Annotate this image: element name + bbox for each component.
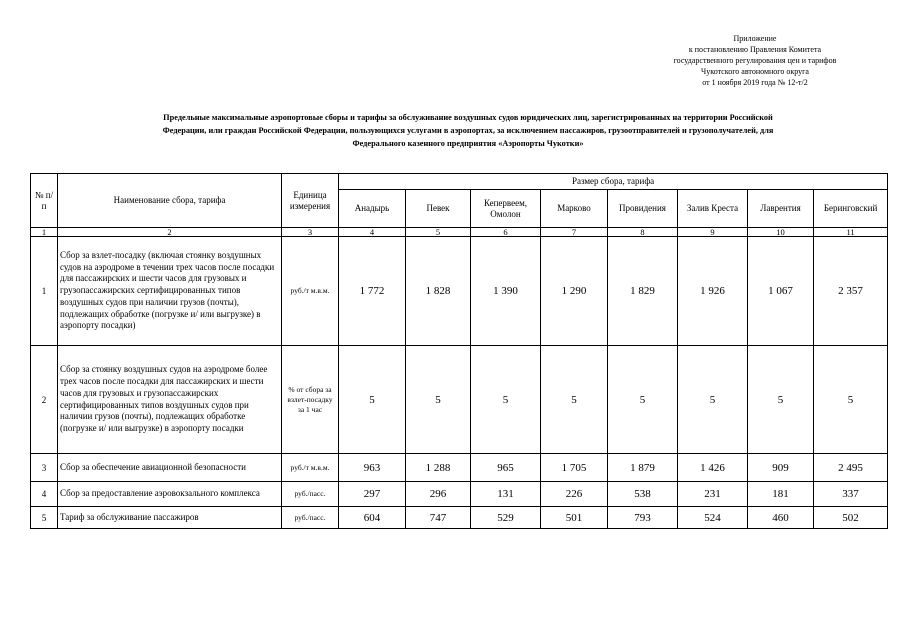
header-airport: Анадырь: [339, 190, 406, 228]
row-value: 2 357: [814, 237, 888, 346]
row-num: 2: [31, 346, 58, 454]
row-value: 181: [748, 482, 814, 507]
index-cell: 7: [541, 228, 608, 237]
index-cell: 3: [282, 228, 339, 237]
tariff-table: [30, 173, 888, 529]
row-value: 5: [748, 346, 814, 454]
title-line: Предельные максимальные аэропортовые сборы и тарифы за обслуживание воздушных судов юридических лиц, зарегистрированных на территории Российской: [163, 113, 773, 122]
row-num: 5: [31, 507, 58, 529]
index-row: [31, 228, 888, 237]
row-value: 1 290: [541, 237, 608, 346]
row-value: 5: [339, 346, 406, 454]
row-value: 296: [406, 482, 471, 507]
document-title: [58, 111, 878, 150]
row-value: 1 067: [748, 237, 814, 346]
row-value: 1 828: [406, 237, 471, 346]
row-value: 5: [814, 346, 888, 454]
appendix-line: к постановлению Правления Комитета: [688, 45, 822, 54]
row-value: 2 495: [814, 454, 888, 482]
index-cell: 5: [406, 228, 471, 237]
row-value: 1 426: [678, 454, 748, 482]
header-airport: Лаврентия: [748, 190, 814, 228]
index-cell: 9: [678, 228, 748, 237]
row-value: 1 705: [541, 454, 608, 482]
row-unit: руб./т м.в.м.: [282, 237, 339, 346]
appendix-block: [600, 33, 905, 88]
row-num: 1: [31, 237, 58, 346]
row-value: 5: [406, 346, 471, 454]
row-value: 909: [748, 454, 814, 482]
index-cell: 10: [748, 228, 814, 237]
row-value: 965: [471, 454, 541, 482]
row-name: Сбор за предоставление аэровокзального комплекса: [58, 482, 282, 507]
header-airport: Провидения: [608, 190, 678, 228]
row-value: 131: [471, 482, 541, 507]
row-value: 538: [608, 482, 678, 507]
header-num: № п/п: [31, 174, 58, 228]
table-row: [31, 507, 888, 529]
header-airport: Залив Креста: [678, 190, 748, 228]
row-value: 231: [678, 482, 748, 507]
appendix-line: Чукотского автономного округа: [701, 67, 809, 76]
row-value: 1 829: [608, 237, 678, 346]
appendix-line: от 1 ноября 2019 года № 12-т/2: [702, 78, 808, 87]
header-airport: Кепервеем, Омолон: [471, 190, 541, 228]
row-value: 963: [339, 454, 406, 482]
row-name: Сбор за стоянку воздушных судов на аэродроме более трех часов после посадки для пассажирских и шести часов для грузовых и грузопассажирских сертифицированных типов воздушных судов при наличии грузов (почты), подлежащих обработке (погрузке и/ или выгрузке) в аэропорту посадки: [58, 346, 282, 454]
index-cell: 2: [58, 228, 282, 237]
index-cell: 11: [814, 228, 888, 237]
index-cell: 6: [471, 228, 541, 237]
table-row: [31, 454, 888, 482]
appendix-line: Приложение: [733, 34, 777, 43]
row-name: Тариф за обслуживание пассажиров: [58, 507, 282, 529]
row-unit: руб./т м.в.м.: [282, 454, 339, 482]
row-value: 747: [406, 507, 471, 529]
row-name: Сбор за взлет-посадку (включая стоянку воздушных судов на аэродроме в течении трех часов после посадки для пассажирских и шести часов для грузовых и грузопассажирских сертифицированных типов воздушных судов при наличии грузов (почты), подлежащих обработке (погрузке и/ или выгрузке) в аэропорту посадки): [58, 237, 282, 346]
row-num: 4: [31, 482, 58, 507]
row-name: Сбор за обеспечение авиационной безопасности: [58, 454, 282, 482]
row-value: 226: [541, 482, 608, 507]
header-airport: Беринговский: [814, 190, 888, 228]
row-value: 460: [748, 507, 814, 529]
row-value: 5: [608, 346, 678, 454]
header-unit: Единица измерения: [282, 174, 339, 228]
index-cell: 1: [31, 228, 58, 237]
row-unit: руб./пасс.: [282, 482, 339, 507]
row-value: 1 772: [339, 237, 406, 346]
row-value: 1 926: [678, 237, 748, 346]
table-row: [31, 346, 888, 454]
header-airport: Марково: [541, 190, 608, 228]
row-value: 337: [814, 482, 888, 507]
table-row: [31, 482, 888, 507]
row-num: 3: [31, 454, 58, 482]
row-value: 5: [471, 346, 541, 454]
row-unit: руб./пасс.: [282, 507, 339, 529]
row-value: 1 390: [471, 237, 541, 346]
row-value: 5: [678, 346, 748, 454]
row-unit: % от сбора за взлет-посадку за 1 час: [282, 346, 339, 454]
row-value: 501: [541, 507, 608, 529]
title-line: Федерации, или граждан Российской Федерации, пользующихся услугами в аэропортах, за исключением пассажиров, грузоотправителей и грузополучателей, для: [162, 126, 774, 135]
title-line: Федерального казенного предприятия «Аэропорты Чукотки»: [352, 139, 584, 148]
row-value: 1 879: [608, 454, 678, 482]
appendix-line: государственного регулирования цен и тарифов: [673, 56, 837, 65]
header-name: Наименование сбора, тарифа: [58, 174, 282, 228]
row-value: 1 288: [406, 454, 471, 482]
row-value: 502: [814, 507, 888, 529]
row-value: 529: [471, 507, 541, 529]
index-cell: 8: [608, 228, 678, 237]
row-value: 5: [541, 346, 608, 454]
header-airport: Певек: [406, 190, 471, 228]
header-group: Размер сбора, тарифа: [339, 174, 888, 190]
table-row: [31, 237, 888, 346]
row-value: 793: [608, 507, 678, 529]
row-value: 604: [339, 507, 406, 529]
row-value: 524: [678, 507, 748, 529]
index-cell: 4: [339, 228, 406, 237]
row-value: 297: [339, 482, 406, 507]
